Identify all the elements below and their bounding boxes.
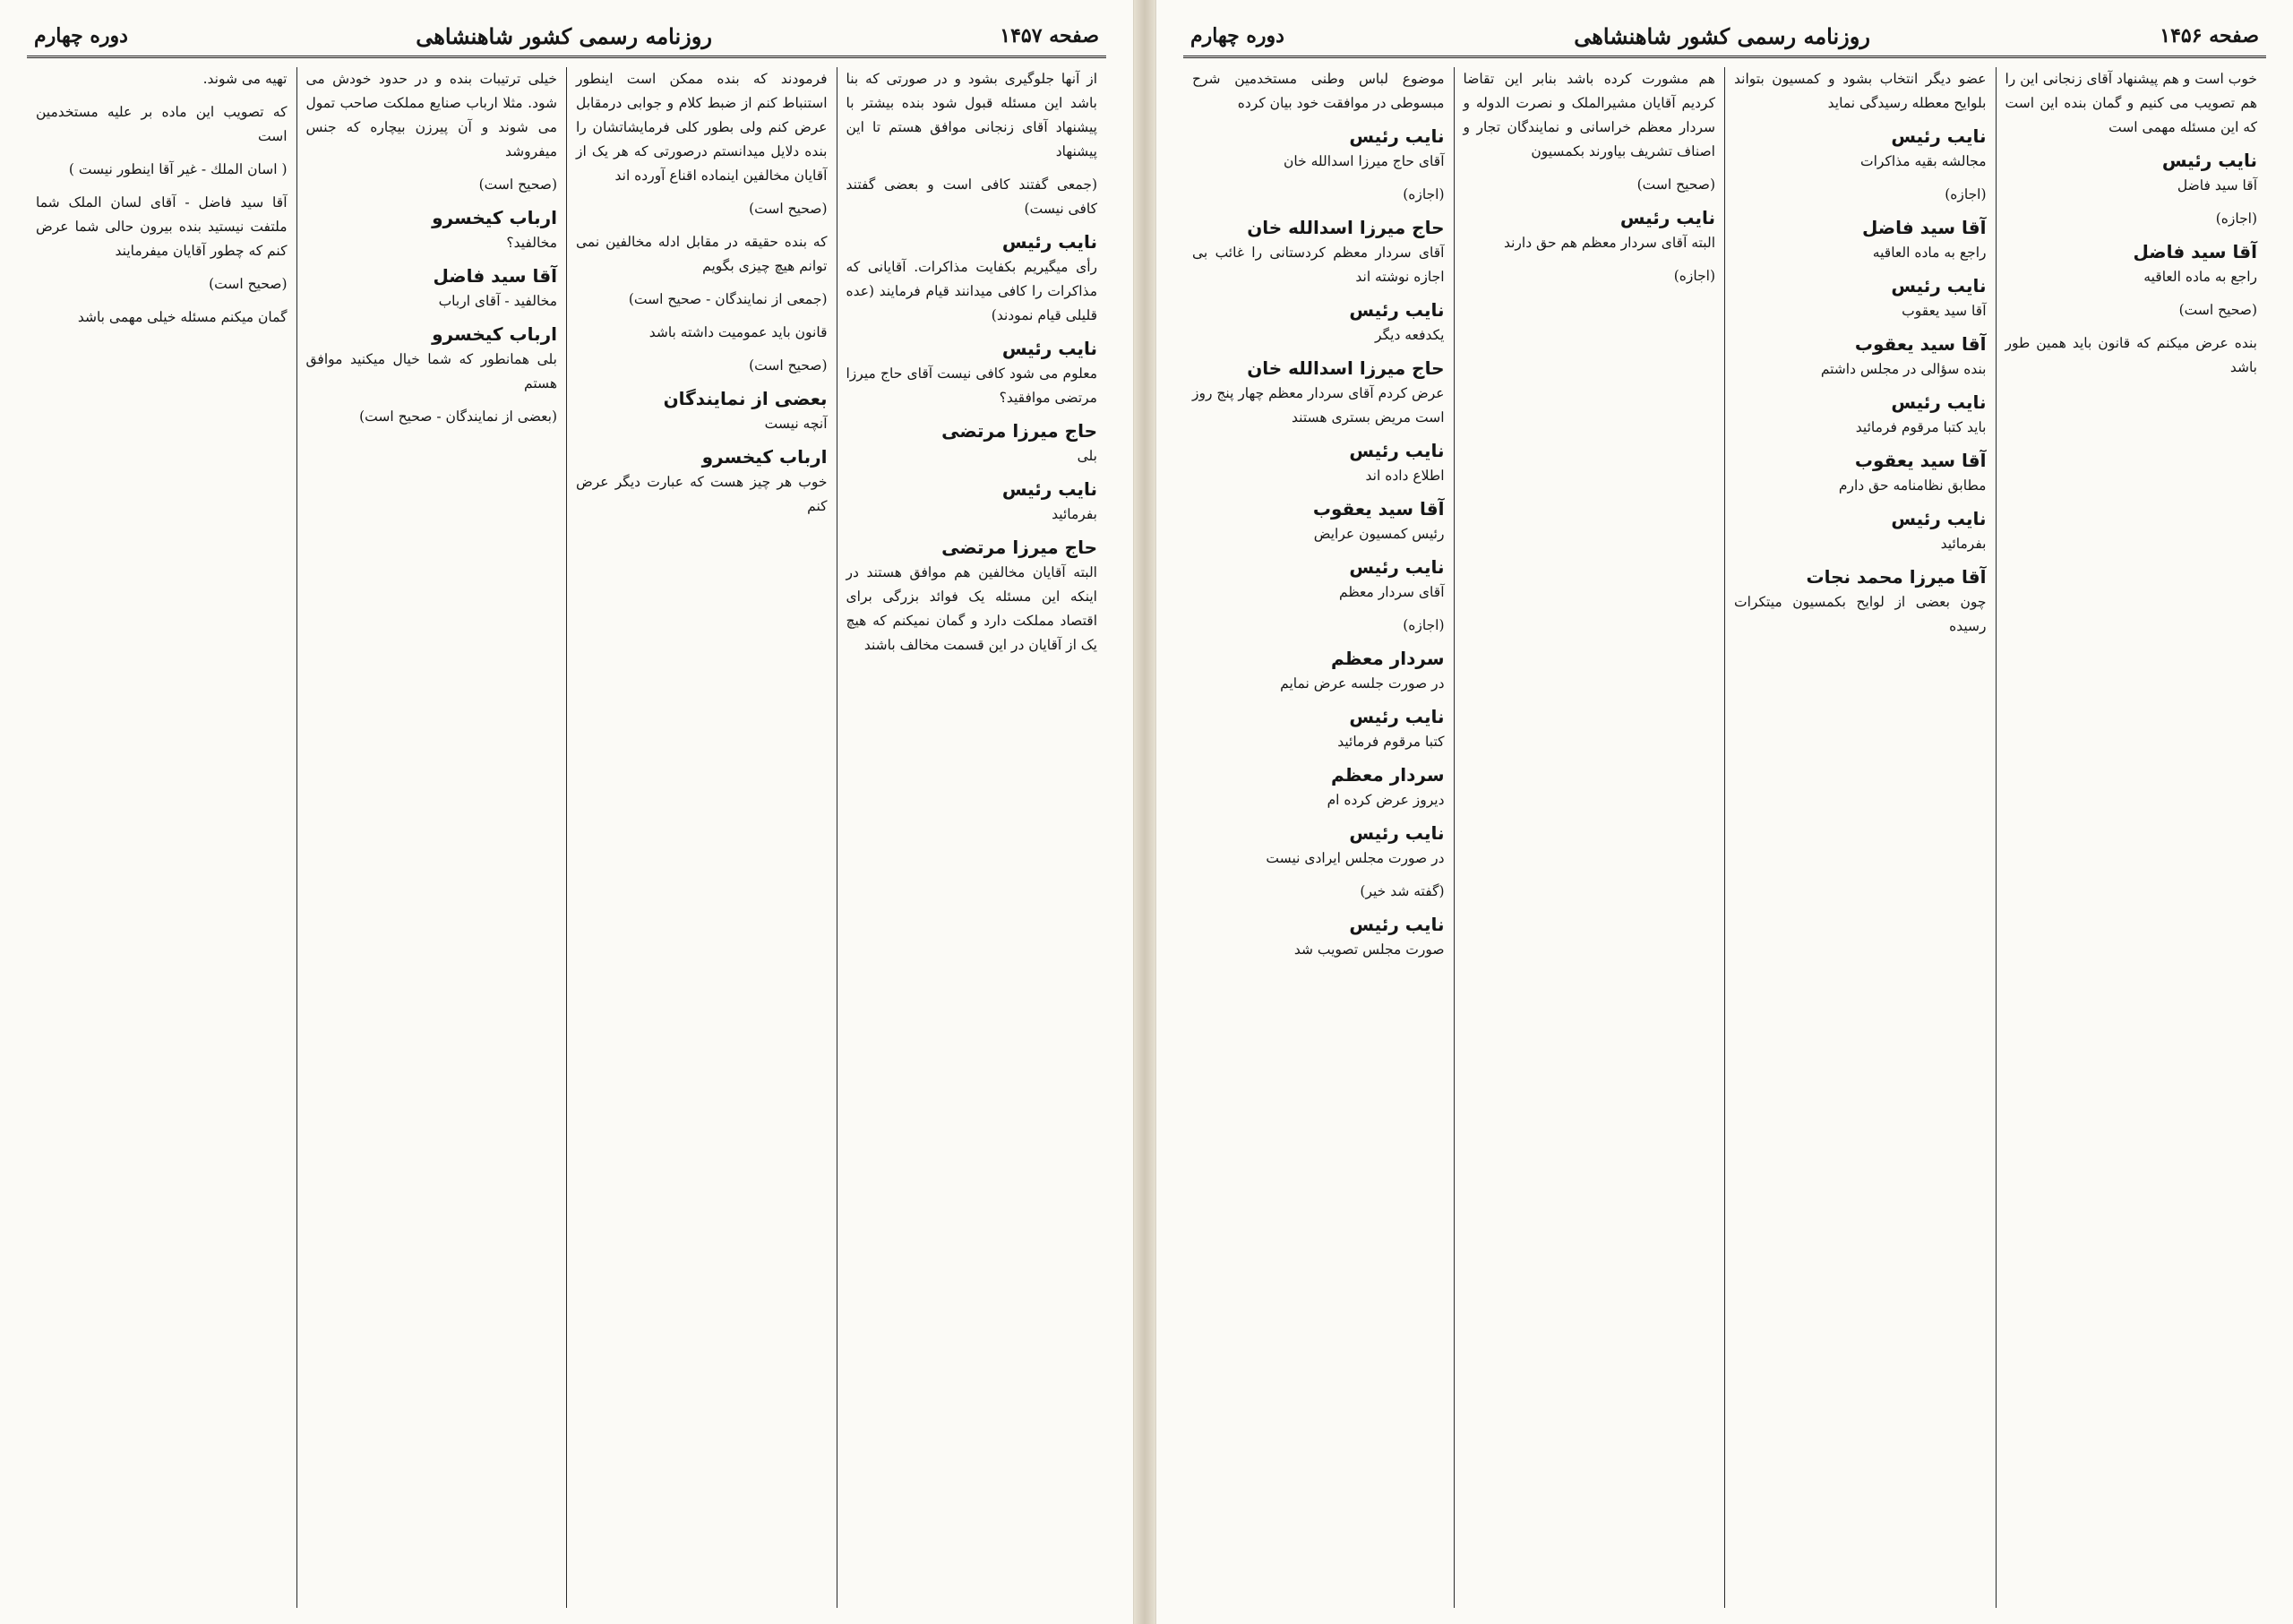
article-paragraph [306,322,558,396]
speaker-name: نایب رئیس [1891,391,1987,413]
article-paragraph [1192,125,1445,174]
speaker-name: ارباب کیخسرو [701,446,828,468]
article-paragraph [1192,913,1445,962]
article-paragraph [1192,67,1445,116]
article-paragraph [576,387,828,436]
paragraph-text: آقای سردار معظم کردستانی را غائب بی اجازه نوشته اند [1192,245,1445,285]
article-paragraph [306,405,558,429]
speaker-name: آقا سید فاضل [1861,217,1987,238]
article-paragraph [1734,67,1987,116]
speaker-name: آقا سید یعقوب [1854,450,1987,471]
right-page-columns [1183,67,2266,1608]
left-column [296,67,567,1608]
paragraph-text: تهیه می شوند. [202,71,288,87]
paragraph-text: موضوع لباس وطنی مستخدمین شرح مبسوطی در موافقت خود بیان کرده [1192,71,1445,111]
right-column [1996,67,2267,1608]
right-page-title: روزنامه رسمی کشور شاهنشاهی [1574,22,1870,49]
paragraph-text: چون بعضی از لوایح بکمسیون میتکرات رسیده [1734,594,1987,634]
speaker-name: نایب رئیس [1349,125,1445,147]
article-paragraph [36,100,288,149]
paragraph-text: (صحیح است) [478,176,557,193]
paragraph-text: (جمعی از نمایندگان - صحیح است) [628,291,828,307]
article-paragraph [1192,880,1445,904]
article-paragraph [576,321,828,345]
article-paragraph [1192,216,1445,289]
paragraph-text: البته آقایان مخالفین هم موافق هستند در اینکه این مسئله یک فوائد بزرگی برای اقتصاد مملکت دارد و گمان نمیکنم که هیچ یک از آقایان در این قسمت مخالف باشند [846,564,1097,653]
speaker-name: آقا میرزا محمد نجات [1806,566,1987,588]
article-paragraph [2005,207,2258,231]
article-paragraph [576,445,828,519]
paragraph-text: بفرمائید [1940,536,1987,552]
paragraph-text: (اجازه) [1945,186,1987,202]
speaker-name: ارباب کیخسرو [432,207,557,228]
article-paragraph [36,67,288,91]
paragraph-text: آقای سردار معظم [1339,584,1445,600]
paragraph-text: که تصویب این ماده بر علیه مستخدمین است [36,104,288,144]
speaker-name: نایب رئیس [1891,125,1987,147]
speaker-name: آقا سید فاضل [433,265,557,287]
article-paragraph [1192,497,1445,546]
paragraph-text: بنده عرض میکنم که قانون باید همین طور باشد [2005,335,2257,375]
speaker-name: بعضی از نمایندگان [663,388,828,409]
article-paragraph [1734,183,1987,207]
article-paragraph [306,173,558,197]
article-paragraph [2005,240,2258,289]
article-paragraph [1192,439,1445,488]
article-paragraph [1192,183,1445,207]
paragraph-text: بلی همانطور که شما خیال میکنید موافق هستم [305,351,557,391]
paragraph-text: البته آقای سردار معظم هم حق دارند [1503,235,1715,251]
paragraph-text: در صورت مجلس ایرادی نیست [1266,850,1445,866]
article-paragraph [1734,332,1987,382]
paragraph-text: بنده سؤالی در مجلس داشتم [1820,361,1987,377]
article-paragraph [1192,614,1445,638]
article-paragraph [1464,173,1716,197]
right-page-number: صفحه ۱۴۵۶ [2160,24,2259,47]
paragraph-text: کتبا مرقوم فرمائید [1337,734,1445,750]
article-paragraph [1734,391,1987,440]
paragraph-text: یکدفعه دیگر [1375,327,1445,343]
article-paragraph [846,230,1098,328]
paragraph-text: رأی میگیریم بکفایت مذاکرات. آقایانی که مذاکرات را کافی میدانند قیام فرمایند (عده قلیلی قیام نمودند) [846,259,1097,323]
article-paragraph [1734,507,1987,556]
paragraph-text: (اجازه) [1403,186,1445,202]
paragraph-text: (بعضی از نمایندگان - صحیح است) [359,408,557,425]
article-paragraph [846,67,1098,164]
speaker-name: نایب رئیس [1891,275,1987,296]
paragraph-text: مخالفید - آقای ارباب [438,293,557,309]
speaker-name: سردار معظم [1330,648,1445,669]
article-paragraph [1192,647,1445,696]
paragraph-text: از آنها جلوگیری بشود و در صورتی که بنا باشد این مسئله قبول شود بنده بیشتر با پیشنهاد آقای زنجانی موافق هستم تا این پیشنهاد [846,71,1097,159]
article-paragraph [36,158,288,182]
article-paragraph [1734,125,1987,174]
article-paragraph [576,288,828,312]
right-page [1155,0,2293,1624]
speaker-name: نایب رئیس [1001,338,1097,359]
speaker-name: حاج میرزا اسدالله خان [1247,217,1445,238]
speaker-name: نایب رئیس [2161,150,2257,171]
paragraph-text: (جمعی گفتند کافی است و بعضی گفتند کافی نیست) [846,176,1097,217]
article-paragraph [846,536,1098,657]
left-page-period: دوره چهارم [34,24,128,47]
paragraph-text: (صحیح است) [209,276,288,292]
right-page-period: دوره چهارم [1190,24,1284,47]
paragraph-text: مجالشه بقیه مذاکرات [1860,153,1987,169]
paragraph-text: در صورت جلسه عرض نمایم [1280,675,1445,692]
paragraph-text: اطلاع داده اند [1365,468,1445,484]
left-page [0,0,1134,1624]
article-paragraph [1192,357,1445,430]
paragraph-text: عرض کردم آقای سردار معظم چهار پنج روز است مریض بستری هستند [1192,385,1445,425]
article-paragraph [1734,216,1987,265]
paragraph-text: آقا سید فاضل [2177,177,2257,193]
article-paragraph [846,173,1098,221]
article-paragraph [1192,763,1445,812]
paragraph-text: آقا سید فاضل - آقای لسان الملک شما ملتفت نیستید بنده بیرون حالی شما عرض کنم که چطور آقایان میفرمایند [36,194,288,259]
paragraph-text: صورت مجلس تصویب شد [1293,941,1445,958]
article-paragraph [2005,331,2258,380]
article-paragraph [306,206,558,255]
speaker-name: نایب رئیس [1001,478,1097,500]
speaker-name: نایب رئیس [1349,440,1445,461]
article-paragraph [576,197,828,221]
speaker-name: حاج میرزا مرتضی [941,420,1097,442]
speaker-name: نایب رئیس [1349,299,1445,321]
article-paragraph [36,191,288,263]
paragraph-text: گمان میکنم مسئله خیلی مهمی باشد [77,309,288,325]
speaker-name: نایب رئیس [1891,508,1987,529]
left-page-columns [27,67,1106,1608]
paragraph-text: خوب است و هم پیشنهاد آقای زنجانی این را هم تصویب می کنیم و گمان بنده این است که این مسئله مهمی است [2005,71,2257,135]
paragraph-text: مخالفید؟ [506,235,557,251]
paragraph-text: خوب هر چیز هست که عبارت دیگر عرض کنم [576,474,828,514]
article-paragraph [576,354,828,378]
speaker-name: نایب رئیس [1349,706,1445,727]
left-column [837,67,1107,1608]
binding-gutter [1134,0,1155,1624]
paragraph-text: (صحیح است) [2178,302,2257,318]
paragraph-text: آقا سید یعقوب [1902,303,1987,319]
article-paragraph [576,67,828,188]
article-paragraph [2005,67,2258,140]
speaker-name: نایب رئیس [1001,231,1097,253]
left-page-number: صفحه ۱۴۵۷ [1000,24,1099,47]
article-paragraph [576,230,828,279]
left-column [566,67,837,1608]
article-paragraph [1464,264,1716,288]
paragraph-text: معلوم می شود کافی نیست آقای حاج میرزا مرتضی موافقید؟ [846,365,1097,406]
article-paragraph [1192,705,1445,754]
paragraph-text: آقای حاج میرزا اسدالله خان [1284,153,1445,169]
paragraph-text: خیلی ترتیبات بنده و در حدود خودش می شود. مثلا ارباب صنایع مملکت صاحب تمول می شوند و آن پیرزن بیچاره که جنس میفروشد [305,71,557,159]
paragraph-text: بلی [1077,448,1097,464]
article-paragraph [306,264,558,314]
article-paragraph [36,272,288,296]
article-paragraph [846,337,1098,410]
article-paragraph [36,305,288,330]
speaker-name: ارباب کیخسرو [432,323,557,345]
paragraph-text: بفرمائید [1052,506,1097,522]
paragraph-text: باید کتبا مرقوم فرمائید [1855,419,1987,435]
article-paragraph [1192,298,1445,348]
paragraph-text: (گفته شد خیر) [1360,883,1445,899]
paragraph-text: راجع به ماده العاقیه [2143,269,2257,285]
paragraph-text: (اجازه) [2215,211,2257,227]
paragraph-text: مطابق نظامنامه حق دارم [1838,477,1987,494]
speaker-name: آقا سید یعقوب [1854,333,1987,355]
right-column [1724,67,1996,1608]
right-page-header [1183,16,2266,58]
right-column [1183,67,1454,1608]
article-paragraph [2005,298,2258,322]
paragraph-text: عضو دیگر انتخاب بشود و کمسیون بتواند بلوایح معطله رسیدگی نماید [1734,71,1987,111]
paragraph-text: رئیس کمسیون عرایض [1313,526,1445,542]
speaker-name: آقا سید فاضل [2133,241,2257,262]
paragraph-text: (اجازه) [1403,617,1445,633]
paragraph-text: راجع به ماده العاقیه [1872,245,1987,261]
article-paragraph [846,419,1098,468]
paragraph-text: (صحیح است) [1636,176,1715,193]
article-paragraph [846,477,1098,527]
paragraph-text: فرمودند که بنده ممکن است اینطور استنباط کنم از ضبط کلام و جوابی درمقابل عرض کنم ولی بطور کلی فرمایشاتشان را بنده دلایل میدانستم درصورتی که هر یک از آقایان مخالفین اینماده اقناع آورده اند [576,71,828,184]
speaker-name: حاج میرزا مرتضی [941,537,1097,558]
speaker-name: نایب رئیس [1619,207,1715,228]
article-paragraph [1464,206,1716,255]
speaker-name: نایب رئیس [1349,822,1445,844]
article-paragraph [1734,274,1987,323]
paragraph-text: آنچه نیست [764,416,828,432]
article-paragraph [1464,67,1716,164]
paragraph-text: که بنده حقیقه در مقابل ادله مخالفین نمی توانم هیچ چیزی بگویم [576,234,828,274]
speaker-name: سردار معظم [1330,764,1445,786]
paragraph-text: ( اسان الملك - غیر آقا اینطور نیست ) [68,161,288,177]
article-paragraph [306,67,558,164]
speaker-name: حاج میرزا اسدالله خان [1247,357,1445,379]
right-column [1454,67,1725,1608]
article-paragraph [1734,449,1987,498]
paragraph-text: هم مشورت کرده باشد بنابر این تقاضا کردیم آقایان مشیرالملک و نصرت الدوله و سردار معظم خراسانی و نمایندگان تجار و اصناف تشریف بیاورند بکمسیون [1463,71,1715,159]
paragraph-text: (صحیح است) [749,357,828,374]
paragraph-text: (اجازه) [1673,268,1715,284]
article-paragraph [1734,565,1987,639]
left-page-title: روزنامه رسمی کشور شاهنشاهی [416,22,712,49]
speaker-name: آقا سید یعقوب [1312,498,1445,520]
article-paragraph [1192,821,1445,871]
paragraph-text: (صحیح است) [749,201,828,217]
speaker-name: نایب رئیس [1349,556,1445,578]
speaker-name: نایب رئیس [1349,914,1445,935]
article-paragraph [1192,555,1445,605]
paragraph-text: قانون باید عمومیت داشته باشد [648,324,828,340]
left-column [27,67,296,1608]
article-paragraph [2005,149,2258,198]
left-page-header [27,16,1106,58]
paragraph-text: دیروز عرض کرده ام [1327,792,1445,808]
